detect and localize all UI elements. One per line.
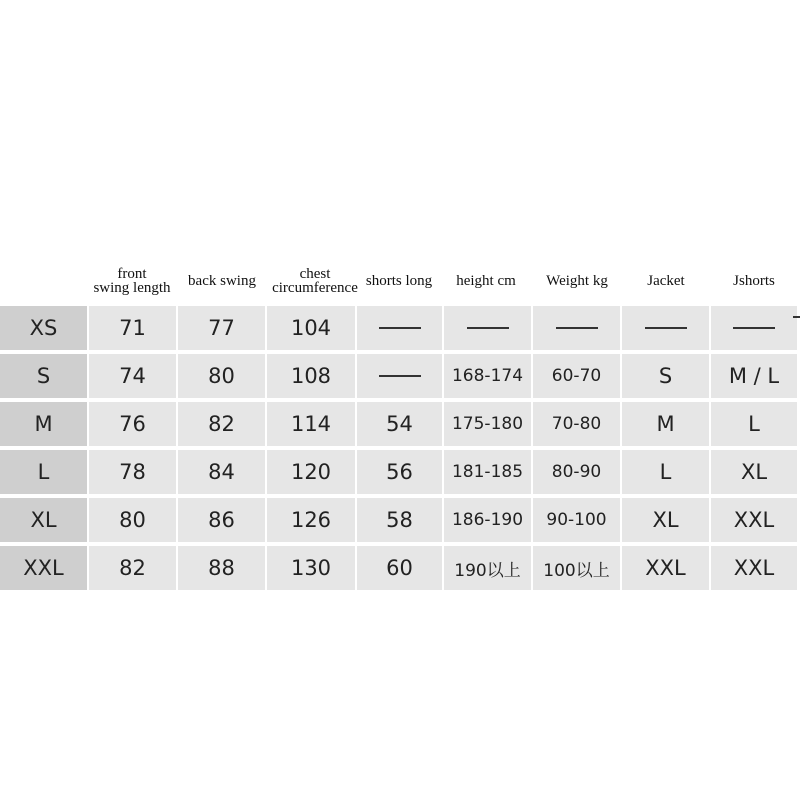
front-swing-cell-text: 78 [119, 460, 146, 484]
header-chest-circumference: chest circumference [272, 266, 358, 296]
weight-cell [533, 498, 620, 542]
jshorts-cell [711, 354, 797, 398]
chest-cell-text: 108 [290, 364, 332, 388]
size-cell [0, 306, 87, 350]
table-row [0, 498, 800, 542]
size-cell [0, 402, 87, 446]
size-chart-table [0, 306, 800, 591]
jshorts-cell-text: M / L [728, 364, 780, 388]
shorts-long-cell-text: 54 [386, 412, 413, 436]
shorts-long-cell [357, 546, 442, 590]
jacket-cell-text: XL [652, 508, 679, 532]
chest-cell [267, 546, 355, 590]
front-swing-cell [89, 354, 176, 398]
height-cell [444, 498, 531, 542]
size-chart-header-row [0, 258, 800, 304]
shorts-long-cell [357, 402, 442, 446]
jshorts-cell-text: XXL [733, 508, 775, 532]
jshorts-cell [711, 498, 797, 542]
jshorts-cell [711, 306, 797, 350]
height-cell-text: 168-174 [451, 366, 524, 386]
header-weight-kg: Weight kg [546, 273, 608, 289]
shorts-long-cell [357, 306, 442, 350]
header-back-swing: back swing [188, 273, 256, 289]
front-swing-cell-text: 80 [119, 508, 146, 532]
shorts-long-cell-text: 56 [386, 460, 413, 484]
chest-cell-text: 114 [290, 412, 332, 436]
chest-cell [267, 306, 355, 350]
jacket-cell-text: L [659, 460, 672, 484]
size-cell-text: S [36, 364, 51, 388]
jacket-cell [622, 498, 709, 542]
jacket-cell-text: XXL [645, 556, 686, 580]
chest-cell-text: 126 [290, 508, 332, 532]
chest-cell-text: 104 [290, 316, 332, 340]
table-row [0, 354, 800, 398]
table-row [0, 402, 800, 446]
dash-mark [379, 327, 421, 329]
size-cell [0, 354, 87, 398]
height-cell [444, 546, 531, 590]
back-swing-cell [178, 498, 265, 542]
chest-cell-text: 130 [290, 556, 332, 580]
back-swing-cell [178, 402, 265, 446]
header-height-cm: height cm [456, 273, 516, 289]
back-swing-cell-text: 86 [208, 508, 235, 532]
table-row [0, 546, 800, 590]
front-swing-cell-text: 74 [119, 364, 146, 388]
header-jshorts: Jshorts [733, 273, 775, 289]
front-swing-cell [89, 306, 176, 350]
front-swing-cell [89, 450, 176, 494]
height-cell-text: 190以上 [454, 560, 521, 581]
table-row [0, 306, 800, 350]
header-shorts-long: shorts long [365, 273, 433, 289]
header-jacket: Jacket [647, 273, 685, 289]
weight-cell [533, 546, 620, 590]
height-cell [444, 354, 531, 398]
back-swing-cell-text: 82 [208, 412, 235, 436]
dash-mark [556, 327, 598, 329]
front-swing-cell [89, 402, 176, 446]
chest-cell [267, 354, 355, 398]
height-cell [444, 450, 531, 494]
dash-mark [379, 375, 421, 377]
size-cell-text: XL [30, 508, 57, 532]
chest-cell [267, 402, 355, 446]
shorts-long-cell-text: 58 [386, 508, 413, 532]
dash-mark [467, 327, 509, 329]
dash-mark [733, 327, 775, 329]
shorts-long-cell-text: 60 [386, 556, 413, 580]
weight-cell-text: 90-100 [546, 510, 607, 530]
back-swing-cell-text: 84 [208, 460, 235, 484]
height-cell-text: 186-190 [451, 510, 524, 530]
jshorts-cell-text: XXL [733, 556, 775, 580]
weight-cell-text: 100以上 [543, 560, 610, 581]
height-cell-text: 175-180 [451, 414, 524, 434]
size-cell-text: M [34, 412, 53, 436]
back-swing-cell [178, 450, 265, 494]
jacket-cell [622, 354, 709, 398]
back-swing-cell [178, 546, 265, 590]
weight-cell [533, 354, 620, 398]
size-cell [0, 450, 87, 494]
size-cell [0, 498, 87, 542]
height-cell-text: 181-185 [451, 462, 524, 482]
weight-cell-text: 60-70 [551, 366, 602, 386]
weight-cell-text: 70-80 [551, 414, 602, 434]
jshorts-cell [711, 450, 797, 494]
table-row [0, 450, 800, 494]
height-cell [444, 402, 531, 446]
size-cell-text: L [37, 460, 50, 484]
front-swing-cell-text: 71 [119, 316, 146, 340]
header-front-swing-length: front swing length [93, 266, 171, 296]
jacket-cell-text: S [658, 364, 673, 388]
shorts-long-cell [357, 498, 442, 542]
jacket-cell [622, 402, 709, 446]
jshorts-cell-text: L [748, 412, 760, 436]
jacket-cell [622, 546, 709, 590]
back-swing-cell-text: 80 [208, 364, 235, 388]
size-cell-text: XS [29, 316, 58, 340]
back-swing-cell-text: 77 [208, 316, 235, 340]
chest-cell [267, 450, 355, 494]
weight-cell-text: 80-90 [551, 462, 602, 482]
shorts-long-cell [357, 450, 442, 494]
weight-cell [533, 306, 620, 350]
front-swing-cell [89, 546, 176, 590]
back-swing-cell [178, 306, 265, 350]
jacket-cell [622, 306, 709, 350]
chest-cell [267, 498, 355, 542]
front-swing-cell [89, 498, 176, 542]
shorts-long-cell [357, 354, 442, 398]
back-swing-cell [178, 354, 265, 398]
chest-cell-text: 120 [290, 460, 332, 484]
jacket-cell [622, 450, 709, 494]
size-cell-text: XXL [23, 556, 64, 580]
jacket-cell-text: M [656, 412, 675, 436]
back-swing-cell-text: 88 [208, 556, 235, 580]
weight-cell [533, 450, 620, 494]
jshorts-cell-text: XL [740, 460, 768, 484]
size-cell [0, 546, 87, 590]
edge-tick-mark [793, 316, 800, 318]
front-swing-cell-text: 82 [119, 556, 146, 580]
front-swing-cell-text: 76 [119, 412, 146, 436]
dash-mark [645, 327, 687, 329]
height-cell [444, 306, 531, 350]
jshorts-cell [711, 402, 797, 446]
jshorts-cell [711, 546, 797, 590]
weight-cell [533, 402, 620, 446]
